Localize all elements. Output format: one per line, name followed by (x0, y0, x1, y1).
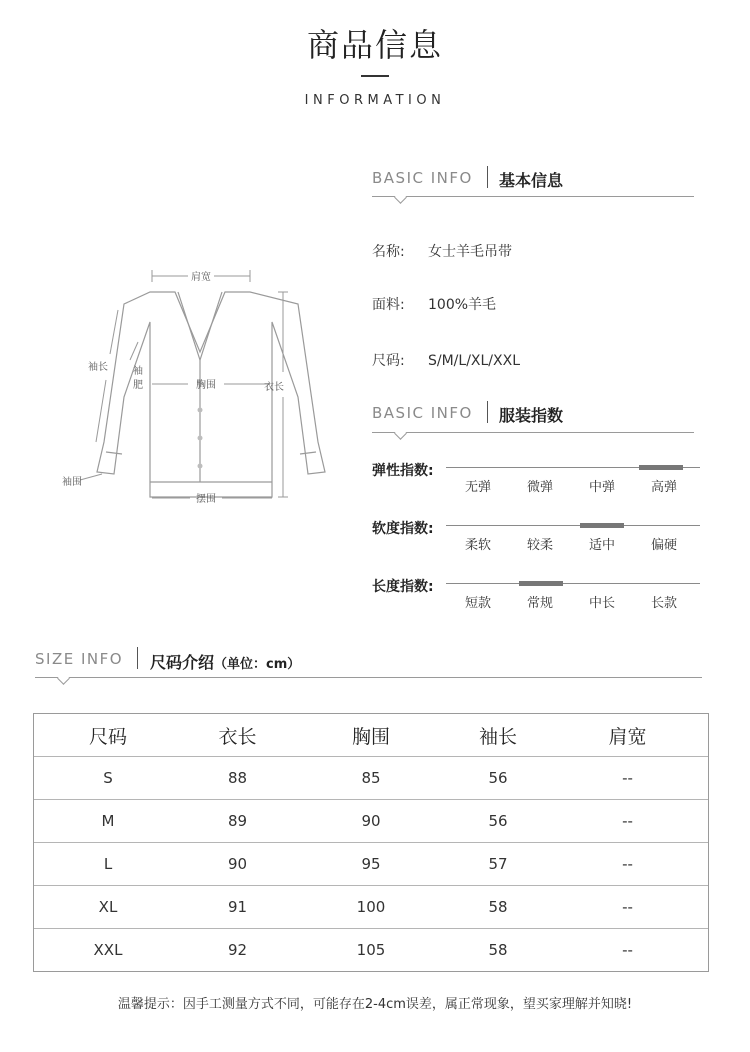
basic-info-notch (394, 191, 407, 204)
size-info-title: 尺码介绍 (150, 653, 215, 672)
index-info-notch (394, 427, 407, 440)
label-shoulder: 肩宽 (191, 272, 211, 283)
table-cell: L (103, 855, 113, 873)
softness-option: 偏硬 (650, 538, 677, 553)
label-sleeve-width-2: 肥 (133, 380, 143, 391)
table-cell: -- (622, 855, 633, 873)
table-cell: -- (622, 941, 633, 959)
length-scale (446, 583, 700, 584)
basic-info-cn: 基本信息 (499, 171, 564, 190)
length-option: 常规 (526, 596, 553, 611)
size-info-en: SIZE INFO (35, 650, 124, 668)
elasticity-marker (639, 465, 683, 470)
size-info-unit: （单位：cm） (214, 657, 301, 672)
length-option: 长款 (650, 596, 677, 611)
table-cell: 56 (488, 812, 508, 830)
table-header-cell: 衣长 (218, 725, 257, 748)
table-cell: -- (622, 898, 633, 916)
cardigan-illustration (50, 262, 350, 522)
label-cuff: 袖围 (62, 477, 82, 488)
softness-label: 软度指数: (372, 521, 434, 537)
table-cell: 89 (227, 812, 248, 830)
title-divider (361, 75, 389, 77)
length-option: 中长 (588, 596, 615, 611)
table-row (34, 842, 708, 885)
table-cell: 85 (361, 769, 381, 787)
info-row-size (372, 350, 520, 370)
label-body-length: 衣长 (264, 382, 284, 393)
basic-info-en: BASIC INFO (372, 169, 473, 187)
index-info-line (372, 432, 694, 433)
table-cell: 105 (356, 941, 386, 959)
table-header-cell: 肩宽 (608, 725, 647, 748)
table-header-row (34, 714, 708, 756)
table-cell: 58 (488, 941, 508, 959)
softness-option: 较柔 (526, 538, 553, 553)
table-header-cell: 尺码 (88, 725, 127, 748)
softness-marker (580, 523, 624, 528)
table-cell: 88 (227, 769, 248, 787)
table-row (34, 756, 708, 799)
garment-diagram (50, 262, 350, 522)
elasticity-option: 无弹 (464, 480, 491, 495)
table-row (34, 928, 708, 971)
info-row-fabric (372, 294, 496, 314)
length-label: 长度指数: (372, 579, 434, 595)
softness-option: 柔软 (464, 538, 491, 553)
table-row (34, 885, 708, 928)
basic-info-line (372, 196, 694, 197)
table-cell: 56 (488, 769, 508, 787)
footer-note: 温馨提示：因手工测量方式不同，可能存在2-4cm误差，属正常现象，望买家理解并知晓! (117, 997, 633, 1012)
table-header-cell: 袖长 (478, 725, 517, 748)
elasticity-option: 高弹 (650, 480, 677, 495)
elasticity-option: 中弹 (588, 480, 615, 495)
table-cell: XL (98, 898, 118, 916)
size-info-line (35, 677, 702, 678)
page-subtitle: INFORMATION (304, 93, 446, 108)
table-cell: S (103, 769, 113, 787)
index-info-separator (487, 401, 488, 423)
table-cell: 58 (488, 898, 508, 916)
softness-scale (446, 525, 700, 526)
table-row (34, 799, 708, 842)
info-value: S/M/L/XL/XXL (428, 353, 521, 369)
info-row-name (372, 241, 512, 261)
size-info-notch (57, 672, 70, 685)
elasticity-option: 微弹 (526, 480, 553, 495)
index-info-en: BASIC INFO (372, 404, 473, 422)
elasticity-label: 弹性指数: (372, 463, 434, 479)
table-cell: XXL (93, 941, 123, 959)
table-cell: 90 (361, 812, 381, 830)
label-hem: 摆围 (196, 494, 216, 505)
info-label: 名称: (372, 244, 405, 260)
table-cell: -- (622, 769, 633, 787)
size-table (33, 713, 709, 972)
info-label: 面料: (372, 297, 405, 313)
index-info-cn: 服装指数 (499, 406, 564, 425)
length-marker (519, 581, 563, 586)
table-cell: 92 (227, 941, 248, 959)
page-title: 商品信息 (306, 26, 443, 64)
table-header-cell: 胸围 (351, 725, 390, 748)
table-cell: 90 (227, 855, 248, 873)
label-chest: 胸围 (196, 380, 216, 391)
size-info-cn (150, 650, 300, 673)
table-cell: 91 (227, 898, 248, 916)
softness-option: 适中 (588, 538, 615, 553)
length-option: 短款 (464, 596, 491, 611)
info-label: 尺码: (372, 353, 405, 369)
size-info-separator (137, 647, 138, 669)
table-cell: -- (622, 812, 633, 830)
label-sleeve-width-1: 袖 (133, 366, 143, 377)
table-cell: 95 (361, 855, 381, 873)
table-cell: 100 (356, 898, 386, 916)
table-cell: 57 (488, 855, 508, 873)
label-sleeve-length: 袖长 (88, 362, 108, 373)
table-cell: M (101, 812, 115, 830)
info-value: 100%羊毛 (428, 297, 497, 313)
info-value: 女士羊毛吊带 (428, 244, 512, 260)
basic-info-separator (487, 166, 488, 188)
